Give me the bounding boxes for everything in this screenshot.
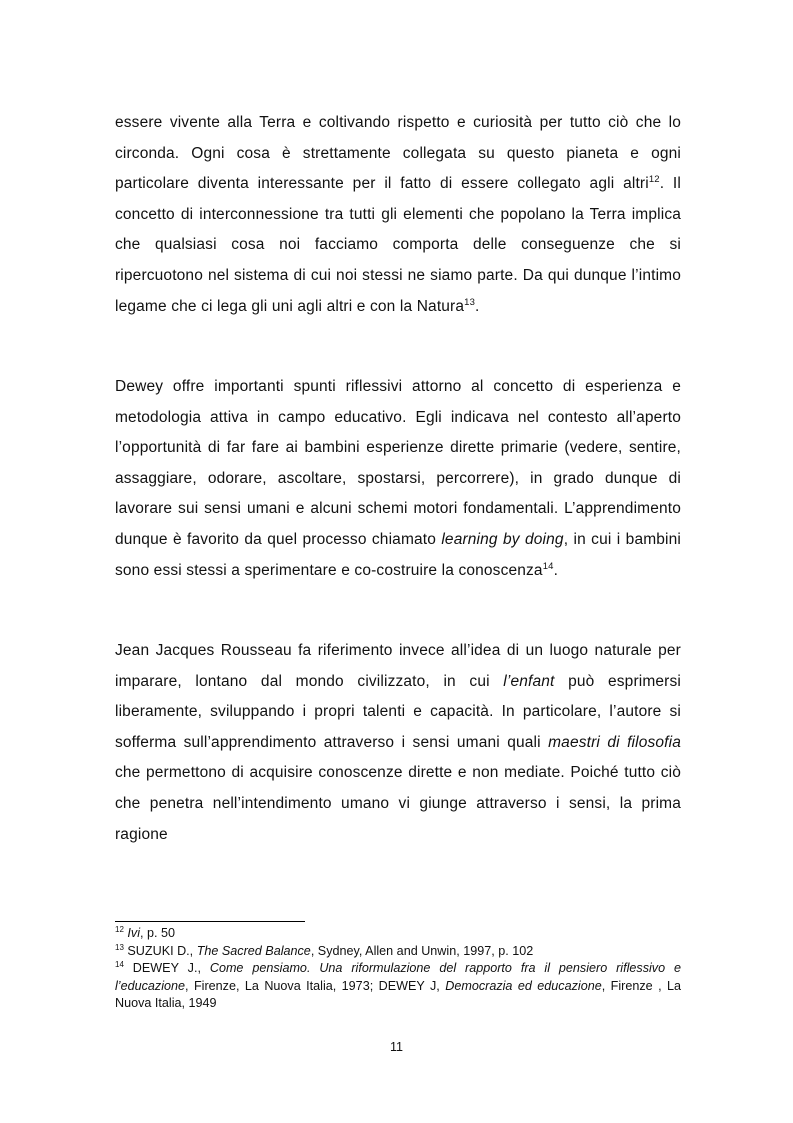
footnote-separator bbox=[115, 921, 305, 922]
emphasis-maestri-di-filosofia: maestri di filosofia bbox=[548, 733, 682, 751]
emphasis-learning-by-doing: learning by doing bbox=[441, 530, 564, 548]
footnote-text: SUZUKI D., bbox=[123, 943, 197, 958]
footnote-text: , Firenze , La Nuova Italia, 1949 bbox=[115, 978, 682, 1011]
footnote-number: 13 bbox=[115, 942, 124, 952]
footnote-emphasis: Ivi bbox=[127, 926, 140, 940]
footnote-text: DEWEY J., bbox=[123, 961, 210, 976]
footnote-ref-13[interactable]: 13 bbox=[464, 296, 476, 308]
footnote-ref-14[interactable]: 14 bbox=[542, 560, 554, 572]
paragraph-text: . bbox=[475, 297, 480, 315]
paragraph-text: che permettono di acquisire conoscenze dirette e non mediate. Poiché tutto ciò che penetra nell’intendimento umano vi giunge attraverso i sensi, la prima ragione bbox=[115, 764, 681, 843]
footnote-emphasis: Come pensiamo. Una riformulazione del rapporto fra il pensiero riflessivo e l’educazione bbox=[115, 961, 681, 993]
footnote-text: , p. 50 bbox=[140, 926, 176, 940]
footnotes bbox=[115, 925, 681, 1013]
footnote-emphasis: Democrazia ed educazione bbox=[445, 978, 602, 993]
paragraph-text: Dewey offre importanti spunti riflessivi attorno al concetto di esperienza e metodologia attiva in campo educativo. Egli indicava nel contesto all’aperto l’opportunità di far fare ai bambini esperienze dirette primarie (vedere, sentire, assaggiare, odorare, ascoltare, spostarsi, percorrere), in grado dunque di lavorare sui sensi umani e alcuni schemi motori fondamentali. L’apprendimento dunque è favorito da quel processo chiamato bbox=[115, 378, 681, 548]
footnote-number: 12 bbox=[115, 924, 124, 934]
paragraph-dewey bbox=[115, 372, 681, 586]
footnote-number: 14 bbox=[115, 960, 124, 969]
paragraph-text: può esprimersi liberamente, sviluppando i propri talenti e capacità. In particolare, l’autore si sofferma sull’apprendimento attraverso i sensi umani quali bbox=[115, 672, 681, 751]
paragraph-text: essere vivente alla Terra e coltivando rispetto e curiosità per tutto ciò che lo circonda. Ogni cosa è strettamente collegata su questo pianeta e ogni particolare diventa interessante per il fatto di essere collegato agli altri bbox=[115, 114, 681, 193]
emphasis-lenfant: l’enfant bbox=[503, 672, 555, 690]
paragraph-text: . bbox=[553, 561, 559, 579]
paragraph-rousseau bbox=[115, 636, 681, 850]
footnote-ref-12[interactable]: 12 bbox=[648, 174, 660, 186]
footnote-13 bbox=[115, 943, 681, 961]
paragraph-text: , in cui i bambini sono essi stessi a sperimentare e co-costruire la conoscenza bbox=[115, 530, 682, 579]
footnote-emphasis: The Sacred Balance bbox=[196, 943, 311, 958]
footnote-text: , Sydney, Allen and Unwin, 1997, p. 102 bbox=[310, 943, 534, 958]
paragraph-text: . Il concetto di interconnessione tra tutti gli elementi che popolano la Terra implica che qualsiasi cosa noi facciamo comporta delle conseguenze che si ripercuotono nel sistema di cui noi stessi ne siamo parte. Da qui dunque l’intimo legame che ci lega gli uni agli altri e con la Natura bbox=[115, 175, 681, 315]
footnote-12 bbox=[115, 925, 681, 943]
paragraph-interconnection bbox=[115, 108, 681, 322]
footnote-text: , Firenze, La Nuova Italia, 1973; DEWEY J, bbox=[185, 978, 446, 993]
paragraph-text: Jean Jacques Rousseau fa riferimento invece all’idea di un luogo naturale per imparare, lontano dal mondo civilizzato, in cui bbox=[115, 642, 681, 690]
footnote-14 bbox=[115, 960, 681, 1013]
page-number: 11 bbox=[389, 1040, 404, 1054]
